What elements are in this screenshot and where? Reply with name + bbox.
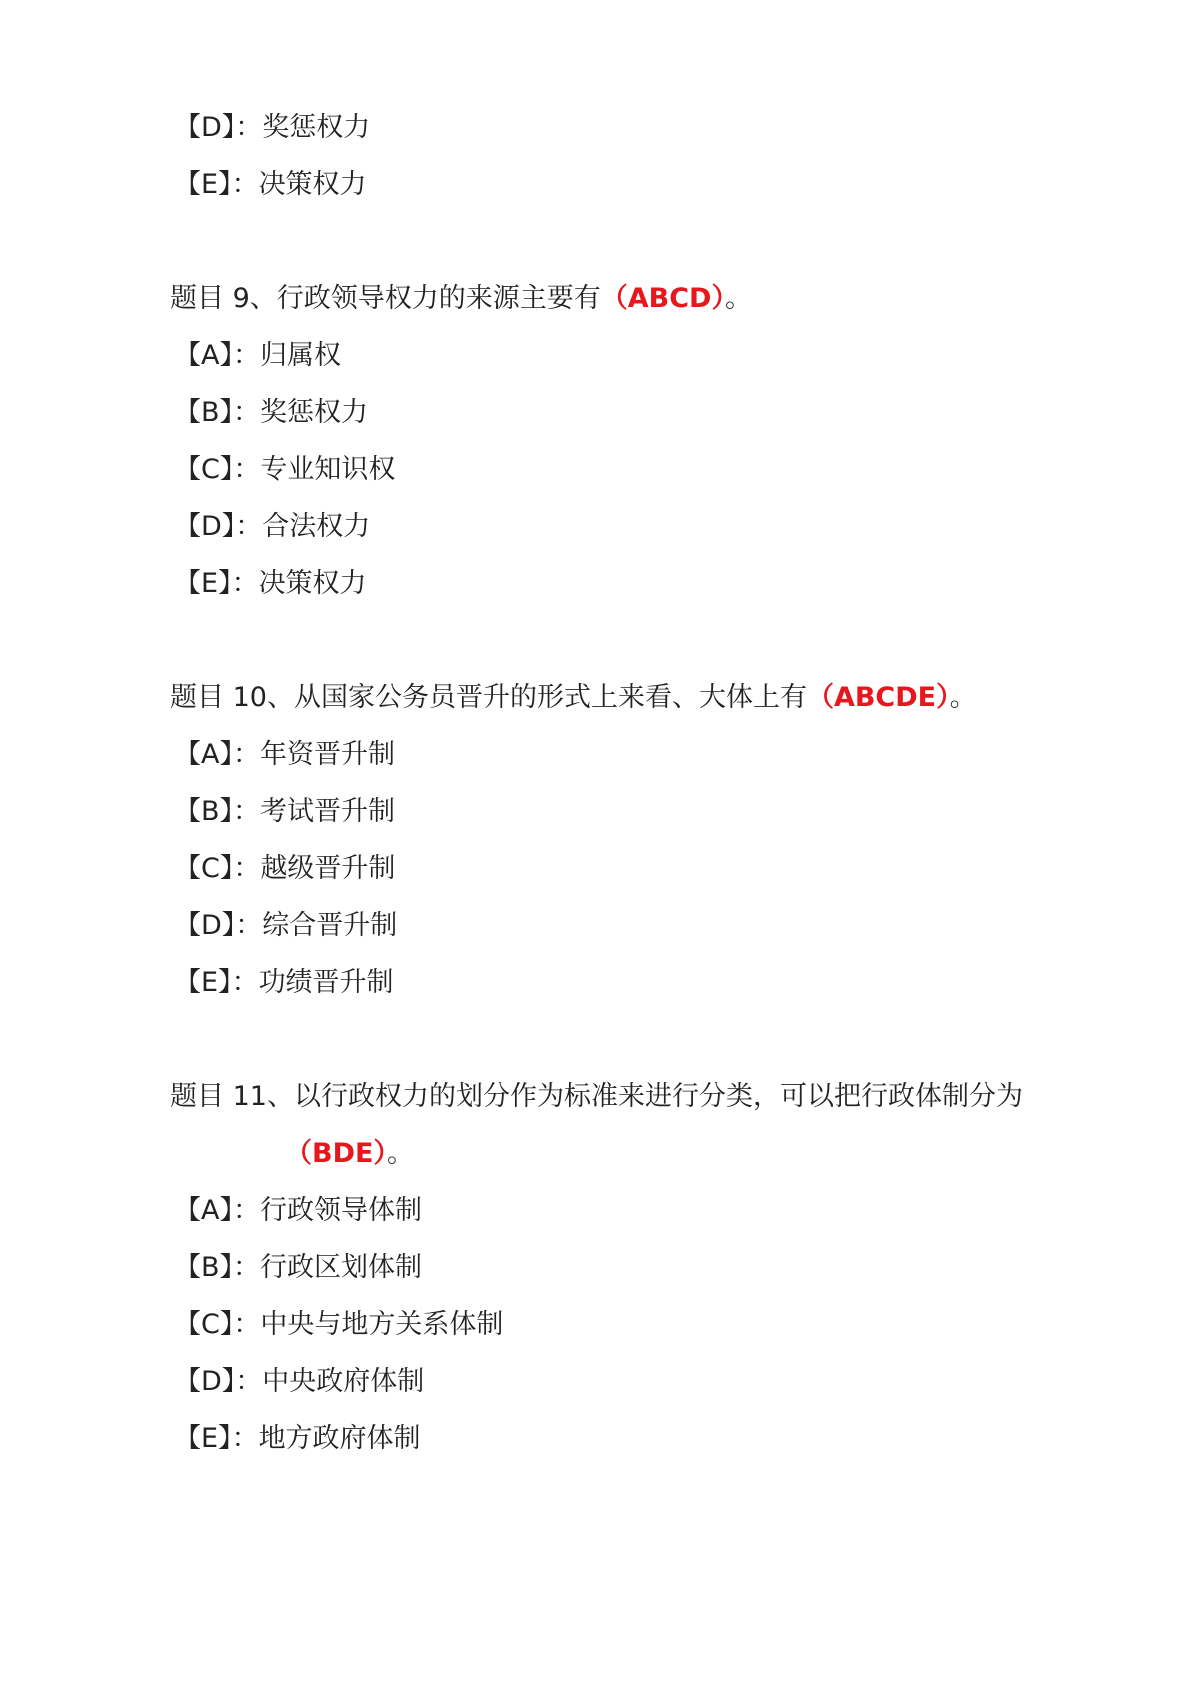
option-text: 决策权力 [258, 169, 367, 200]
option-e: 【E】：决策权力 [174, 169, 367, 200]
option-text: 越级晋升制 [260, 853, 396, 884]
question-text: 题目 10、从国家公务员晋升的形式上来看、大体上有 [170, 682, 807, 713]
question-10-stem [170, 680, 977, 716]
answer-key: （BDE） [285, 1138, 387, 1169]
question-9-option-b: 【B】：奖惩权力 [174, 397, 369, 428]
option-label: 【E】 [174, 967, 232, 998]
option-label: 【D】 [174, 112, 236, 143]
question-11-option-c: 【C】：中央与地方关系体制 [174, 1309, 504, 1340]
option-text: 专业知识权 [260, 454, 396, 485]
option-label: 【D】 [174, 511, 236, 542]
option-text: 中央与地方关系体制 [260, 1309, 504, 1340]
option-label: 【D】 [174, 910, 236, 941]
option-text: 综合晋升制 [262, 910, 398, 941]
option-label: 【E】 [174, 1423, 232, 1454]
question-10-option-e: 【E】：功绩晋升制 [174, 967, 394, 998]
question-text: 题目 11、以行政权力的划分作为标准来进行分类，可以把行政体制分为 [170, 1081, 1023, 1112]
option-label: 【B】 [174, 397, 234, 428]
option-text: 奖惩权力 [262, 112, 371, 143]
option-label: 【D】 [174, 1366, 236, 1397]
option-label: 【C】 [174, 1309, 234, 1340]
question-9-option-d: 【D】：合法权力 [174, 511, 371, 542]
option-text: 地方政府体制 [258, 1423, 421, 1454]
option-text: 考试晋升制 [260, 796, 396, 827]
option-label: 【A】 [174, 340, 233, 371]
question-10-option-b: 【B】：考试晋升制 [174, 796, 396, 827]
question-10-option-c: 【C】：越级晋升制 [174, 853, 396, 884]
option-text: 功绩晋升制 [258, 967, 394, 998]
option-text: 行政区划体制 [260, 1252, 423, 1283]
option-text: 决策权力 [258, 568, 367, 599]
question-9-option-a: 【A】：归属权 [174, 340, 341, 371]
question-11-stem [170, 1079, 1023, 1115]
option-text: 合法权力 [262, 511, 371, 542]
option-label: 【C】 [174, 853, 234, 884]
answer-key: （ABCD） [600, 283, 725, 314]
option-label: 【E】 [174, 568, 232, 599]
question-11-option-d: 【D】：中央政府体制 [174, 1366, 425, 1397]
question-10-option-a: 【A】：年资晋升制 [174, 739, 395, 770]
question-end: 。 [386, 1138, 414, 1169]
option-text: 行政领导体制 [259, 1195, 422, 1226]
question-11-answer-line [285, 1136, 414, 1172]
option-label: 【A】 [174, 1195, 233, 1226]
question-10-option-d: 【D】：综合晋升制 [174, 910, 398, 941]
option-label: 【B】 [174, 796, 234, 827]
option-d: 【D】：奖惩权力 [174, 112, 371, 143]
option-text: 奖惩权力 [260, 397, 369, 428]
question-end: 。 [724, 283, 752, 314]
option-label: 【A】 [174, 739, 233, 770]
option-text: 年资晋升制 [259, 739, 395, 770]
option-label: 【C】 [174, 454, 234, 485]
question-11-option-a: 【A】：行政领导体制 [174, 1195, 422, 1226]
question-9-option-e: 【E】：决策权力 [174, 568, 367, 599]
question-end: 。 [949, 682, 977, 713]
option-text: 中央政府体制 [262, 1366, 425, 1397]
question-9-stem [170, 281, 752, 317]
question-11-option-e: 【E】：地方政府体制 [174, 1423, 421, 1454]
answer-key: （ABCDE） [806, 682, 950, 713]
question-11-option-b: 【B】：行政区划体制 [174, 1252, 423, 1283]
question-text: 题目 9、行政领导权力的来源主要有 [170, 283, 601, 314]
option-label: 【B】 [174, 1252, 234, 1283]
option-text: 归属权 [259, 340, 341, 371]
question-9-option-c: 【C】：专业知识权 [174, 454, 396, 485]
option-label: 【E】 [174, 169, 232, 200]
